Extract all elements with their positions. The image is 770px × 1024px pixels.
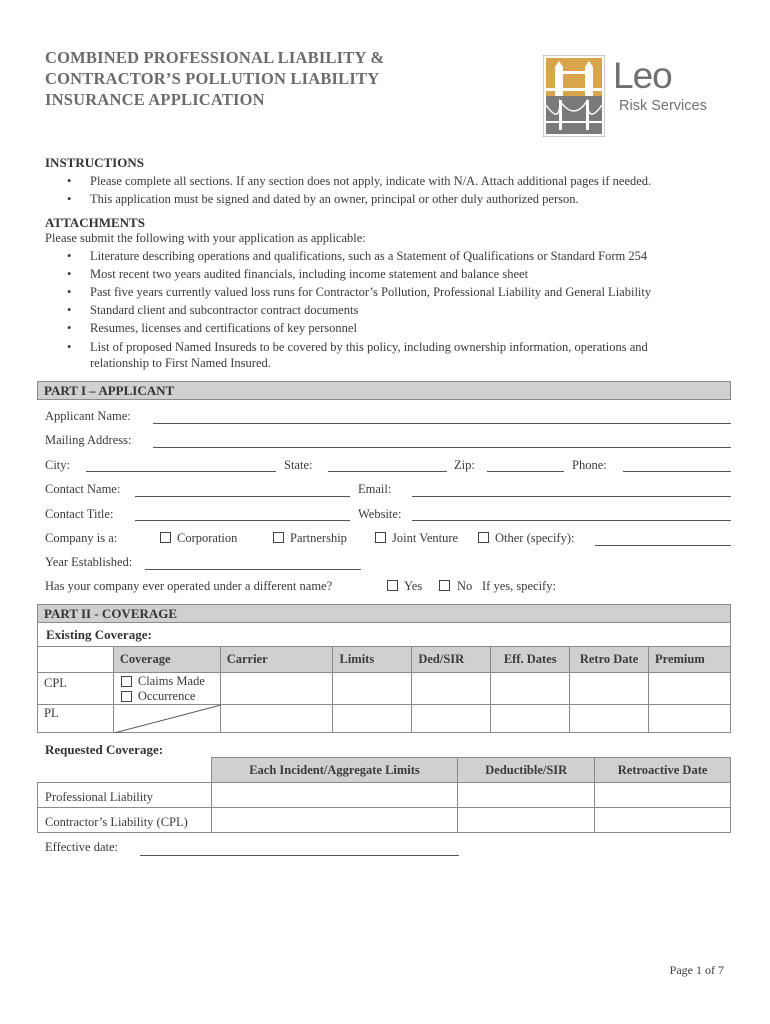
pl-eff-cell[interactable]: [491, 705, 570, 733]
pl-limits-cell[interactable]: [333, 705, 412, 733]
bullet-icon: •: [67, 249, 72, 263]
city-label: City:: [45, 458, 71, 472]
part2-header: [37, 604, 731, 623]
title-line-3: INSURANCE APPLICATION: [45, 90, 265, 109]
state-label: State:: [284, 458, 313, 472]
page-number: Page 1 of 7: [669, 963, 724, 977]
contact-name-label: Contact Name:: [45, 482, 121, 496]
website-field[interactable]: [412, 520, 731, 521]
bullet-icon: •: [67, 340, 72, 354]
year-established-label: Year Established:: [45, 555, 133, 569]
effective-date-field[interactable]: [140, 855, 459, 856]
bullet-icon: •: [67, 174, 72, 188]
pl-carrier-cell[interactable]: [220, 705, 333, 733]
bridge-logo-icon: [543, 55, 605, 137]
contact-title-field[interactable]: [135, 520, 350, 521]
partnership-label: Partnership: [290, 531, 347, 545]
row-contractors-liability: Contractor’s Liability (CPL): [38, 808, 212, 833]
cpl-eff-cell[interactable]: [491, 673, 570, 705]
col-retroactive: Retroactive Date: [595, 758, 731, 783]
zip-field[interactable]: [487, 471, 564, 472]
col-limits-requested: Each Incident/Aggregate Limits: [211, 758, 458, 783]
bullet-icon: •: [67, 267, 72, 281]
attachment-item-cont: relationship to First Named Insured.: [90, 356, 271, 370]
other-label: Other (specify):: [495, 531, 575, 545]
existing-coverage-heading: Existing Coverage:: [46, 627, 152, 642]
website-label: Website:: [358, 507, 402, 521]
document-title: [45, 47, 485, 110]
partnership-checkbox[interactable]: [273, 532, 284, 543]
no-checkbox[interactable]: [439, 580, 450, 591]
blank-header-cell: [38, 758, 212, 783]
cpl-retro-input[interactable]: [595, 808, 731, 833]
col-eff-dates: Eff. Dates: [491, 647, 570, 673]
requested-coverage-table: [37, 757, 731, 833]
occurrence-label: Occurrence: [137, 689, 196, 703]
col-carrier: Carrier: [220, 647, 333, 673]
pl-premium-cell[interactable]: [649, 705, 731, 733]
pl-ded-cell[interactable]: [412, 705, 491, 733]
occurrence-checkbox[interactable]: [121, 691, 132, 702]
col-ded-sir: Ded/SIR: [412, 647, 491, 673]
yes-label: Yes: [404, 579, 423, 593]
bullet-icon: •: [67, 285, 72, 299]
other-checkbox[interactable]: [478, 532, 489, 543]
col-deductible: Deductible/SIR: [458, 758, 595, 783]
claims-made-checkbox[interactable]: [121, 676, 132, 687]
attachment-item: List of proposed Named Insureds to be covered by this policy, including ownership information, operations and: [90, 340, 648, 354]
bullet-icon: •: [67, 303, 72, 317]
attachments-heading: ATTACHMENTS: [45, 215, 145, 230]
cpl-retro-cell[interactable]: [570, 673, 649, 705]
row-professional-liability: Professional Liability: [38, 783, 212, 808]
logo-tagline: Risk Services: [619, 98, 707, 114]
phone-field[interactable]: [623, 471, 731, 472]
company-logo: [543, 55, 713, 137]
col-limits: Limits: [333, 647, 412, 673]
phone-label: Phone:: [572, 458, 607, 472]
joint-venture-checkbox[interactable]: [375, 532, 386, 543]
cpl-premium-cell[interactable]: [649, 673, 731, 705]
existing-coverage-section: [37, 623, 731, 646]
attachment-item: Past five years currently valued loss runs for Contractor’s Pollution, Professional Liability and General Liability: [90, 285, 652, 299]
year-established-field[interactable]: [145, 569, 361, 570]
different-name-question: Has your company ever operated under a different name?: [45, 579, 333, 593]
bullet-icon: •: [67, 192, 72, 206]
contact-name-field[interactable]: [135, 496, 350, 497]
mailing-address-field[interactable]: [153, 447, 731, 448]
title-line-2: CONTRACTOR’S POLLUTION LIABILITY: [45, 69, 380, 88]
claims-made-label: Claims Made: [137, 674, 205, 688]
if-yes-label: If yes, specify:: [482, 579, 556, 593]
pl-retro-cell[interactable]: [570, 705, 649, 733]
instructions-heading: INSTRUCTIONS: [45, 155, 144, 170]
instruction-item: This application must be signed and dated by an owner, principal or other duly authorized person.: [90, 192, 579, 206]
col-premium: Premium: [649, 647, 731, 673]
row-label-cpl: CPL: [38, 673, 114, 705]
joint-venture-label: Joint Venture: [392, 531, 459, 545]
mailing-address-label: Mailing Address:: [45, 433, 132, 447]
city-field[interactable]: [86, 471, 276, 472]
corporation-checkbox[interactable]: [160, 532, 171, 543]
corporation-label: Corporation: [177, 531, 238, 545]
pl-limits-input[interactable]: [211, 783, 458, 808]
cpl-limits-cell[interactable]: [333, 673, 412, 705]
applicant-name-label: Applicant Name:: [45, 409, 131, 423]
cpl-deductible-input[interactable]: [458, 808, 595, 833]
requested-coverage-heading: Requested Coverage:: [45, 742, 164, 757]
applicant-name-field[interactable]: [153, 423, 731, 424]
zip-label: Zip:: [454, 458, 475, 472]
pl-deductible-input[interactable]: [458, 783, 595, 808]
attachments-intro: Please submit the following with your application as applicable:: [45, 231, 366, 245]
part1-heading: PART I – APPLICANT: [44, 383, 175, 398]
diagonal-strike-icon: [114, 705, 221, 733]
part2-heading: PART II - COVERAGE: [44, 606, 178, 621]
coverage-type-cell: [113, 673, 220, 705]
other-specify-field[interactable]: [595, 545, 731, 546]
attachment-item: Literature describing operations and qualifications, such as a Statement of Qualifications or Standard Form 254: [90, 249, 648, 263]
cpl-limits-input[interactable]: [211, 808, 458, 833]
email-field[interactable]: [412, 496, 731, 497]
blank-header-cell: [38, 647, 114, 673]
pl-coverage-na-cell: [113, 705, 220, 733]
bullet-icon: •: [67, 321, 72, 335]
pl-retro-input[interactable]: [595, 783, 731, 808]
email-label: Email:: [358, 482, 392, 496]
title-line-1: COMBINED PROFESSIONAL LIABILITY &: [45, 48, 385, 67]
yes-checkbox[interactable]: [387, 580, 398, 591]
company-type-label: Company is a:: [45, 531, 118, 545]
part1-header: [37, 381, 731, 400]
no-label: No: [457, 579, 473, 593]
instruction-item: Please complete all sections. If any section does not apply, indicate with N/A. Attach additional pages if needed.: [90, 174, 652, 188]
attachment-item: Resumes, licenses and certifications of key personnel: [90, 321, 357, 335]
contact-title-label: Contact Title:: [45, 507, 114, 521]
row-label-pl: PL: [38, 705, 114, 733]
attachment-item: Standard client and subcontractor contract documents: [90, 303, 359, 317]
existing-coverage-table: [37, 646, 731, 733]
attachment-item: Most recent two years audited financials, including income statement and balance sheet: [90, 267, 529, 281]
logo-name: Leo: [613, 55, 672, 96]
state-field[interactable]: [328, 471, 447, 472]
cpl-ded-cell[interactable]: [412, 673, 491, 705]
col-retro-date: Retro Date: [570, 647, 649, 673]
effective-date-label: Effective date:: [45, 840, 118, 854]
col-coverage: Coverage: [113, 647, 220, 673]
cpl-carrier-cell[interactable]: [220, 673, 333, 705]
